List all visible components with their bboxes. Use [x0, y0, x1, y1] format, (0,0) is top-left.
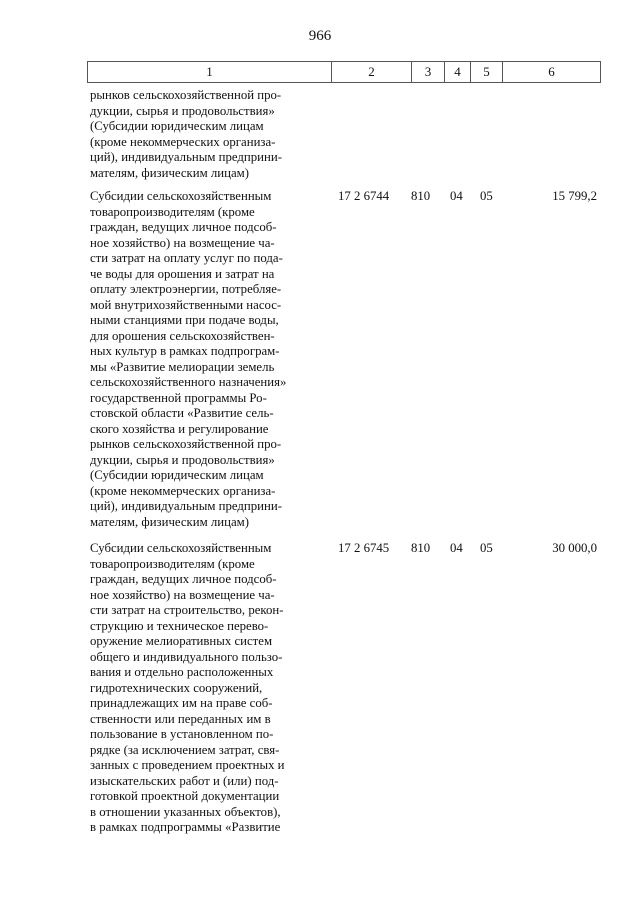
table-row-target-code: 17 2 6744 [338, 189, 390, 203]
header-col-1: 1 [88, 62, 332, 82]
table-header-row [87, 61, 601, 83]
header-col-2: 2 [332, 62, 412, 82]
table-row-section: 04 [450, 189, 463, 203]
table-row-amount: 30 000,0 [552, 541, 597, 555]
table-row-description: Субсидии сельскохозяйственным товаропроизводителям (кроме граждан, ведущих личное подсоб- ное хозяйство) на возмещение ча- сти затрат на оплату услуг по пода- че воды для орошения и затрат на оплату электроэнергии, потребляе- мой внутрихозяйственными насос- ными станциями при подаче воды, для орошения сельскохозяйствен- ных культур в рамках подпрограм- мы «Развитие мелиорации земель сельскохозяйственного назначения» государственной программы Ро- стовской области «Развитие сель- ского хозяйства и регулирование рынков сельскохозяйственной про- дукции, сырья и продовольствия» (Субсидии юридическим лицам (кроме некоммерческих организа- ций), индивидуальным предприни- мателям, физическим лицам) [90, 189, 287, 529]
page-number: 966 [308, 28, 332, 44]
table-row-description: рынков сельскохозяйственной про- дукции, сырья и продовольствия» (Субсидии юридическим лицам (кроме некоммерческих организа- ций), индивидуальным предприни- мателям, физическим лицам) [90, 88, 282, 180]
table-row-expense-type: 810 [411, 541, 431, 555]
header-col-3: 3 [412, 62, 445, 82]
table-row-description: Субсидии сельскохозяйственным товаропроизводителям (кроме граждан, ведущих личное подсоб- ное хозяйство) на возмещение ча- сти затрат на строительство, рекон- струкцию и техническое перево- оружение мелиоративных систем общего и индивидуального пользо- вания и отдельно расположенных гидротехнических сооружений, принадлежащих им на праве соб- ственности или переданных им в пользование в установленном по- рядке (за исключением затрат, свя- занных с проведением проектных и изыскательских работ и (или) под- готовкой проектной документации в отношении указанных объектов), в рамках подпрограммы «Развитие [90, 541, 285, 834]
table-row-section: 04 [450, 541, 463, 555]
table-row-subsection: 05 [480, 189, 493, 203]
table-row-expense-type: 810 [411, 189, 431, 203]
table-row-subsection: 05 [480, 541, 493, 555]
table-row-amount: 15 799,2 [552, 189, 597, 203]
header-col-4: 4 [445, 62, 471, 82]
table-row-target-code: 17 2 6745 [338, 541, 390, 555]
header-col-5: 5 [471, 62, 503, 82]
header-col-6: 6 [548, 64, 555, 79]
